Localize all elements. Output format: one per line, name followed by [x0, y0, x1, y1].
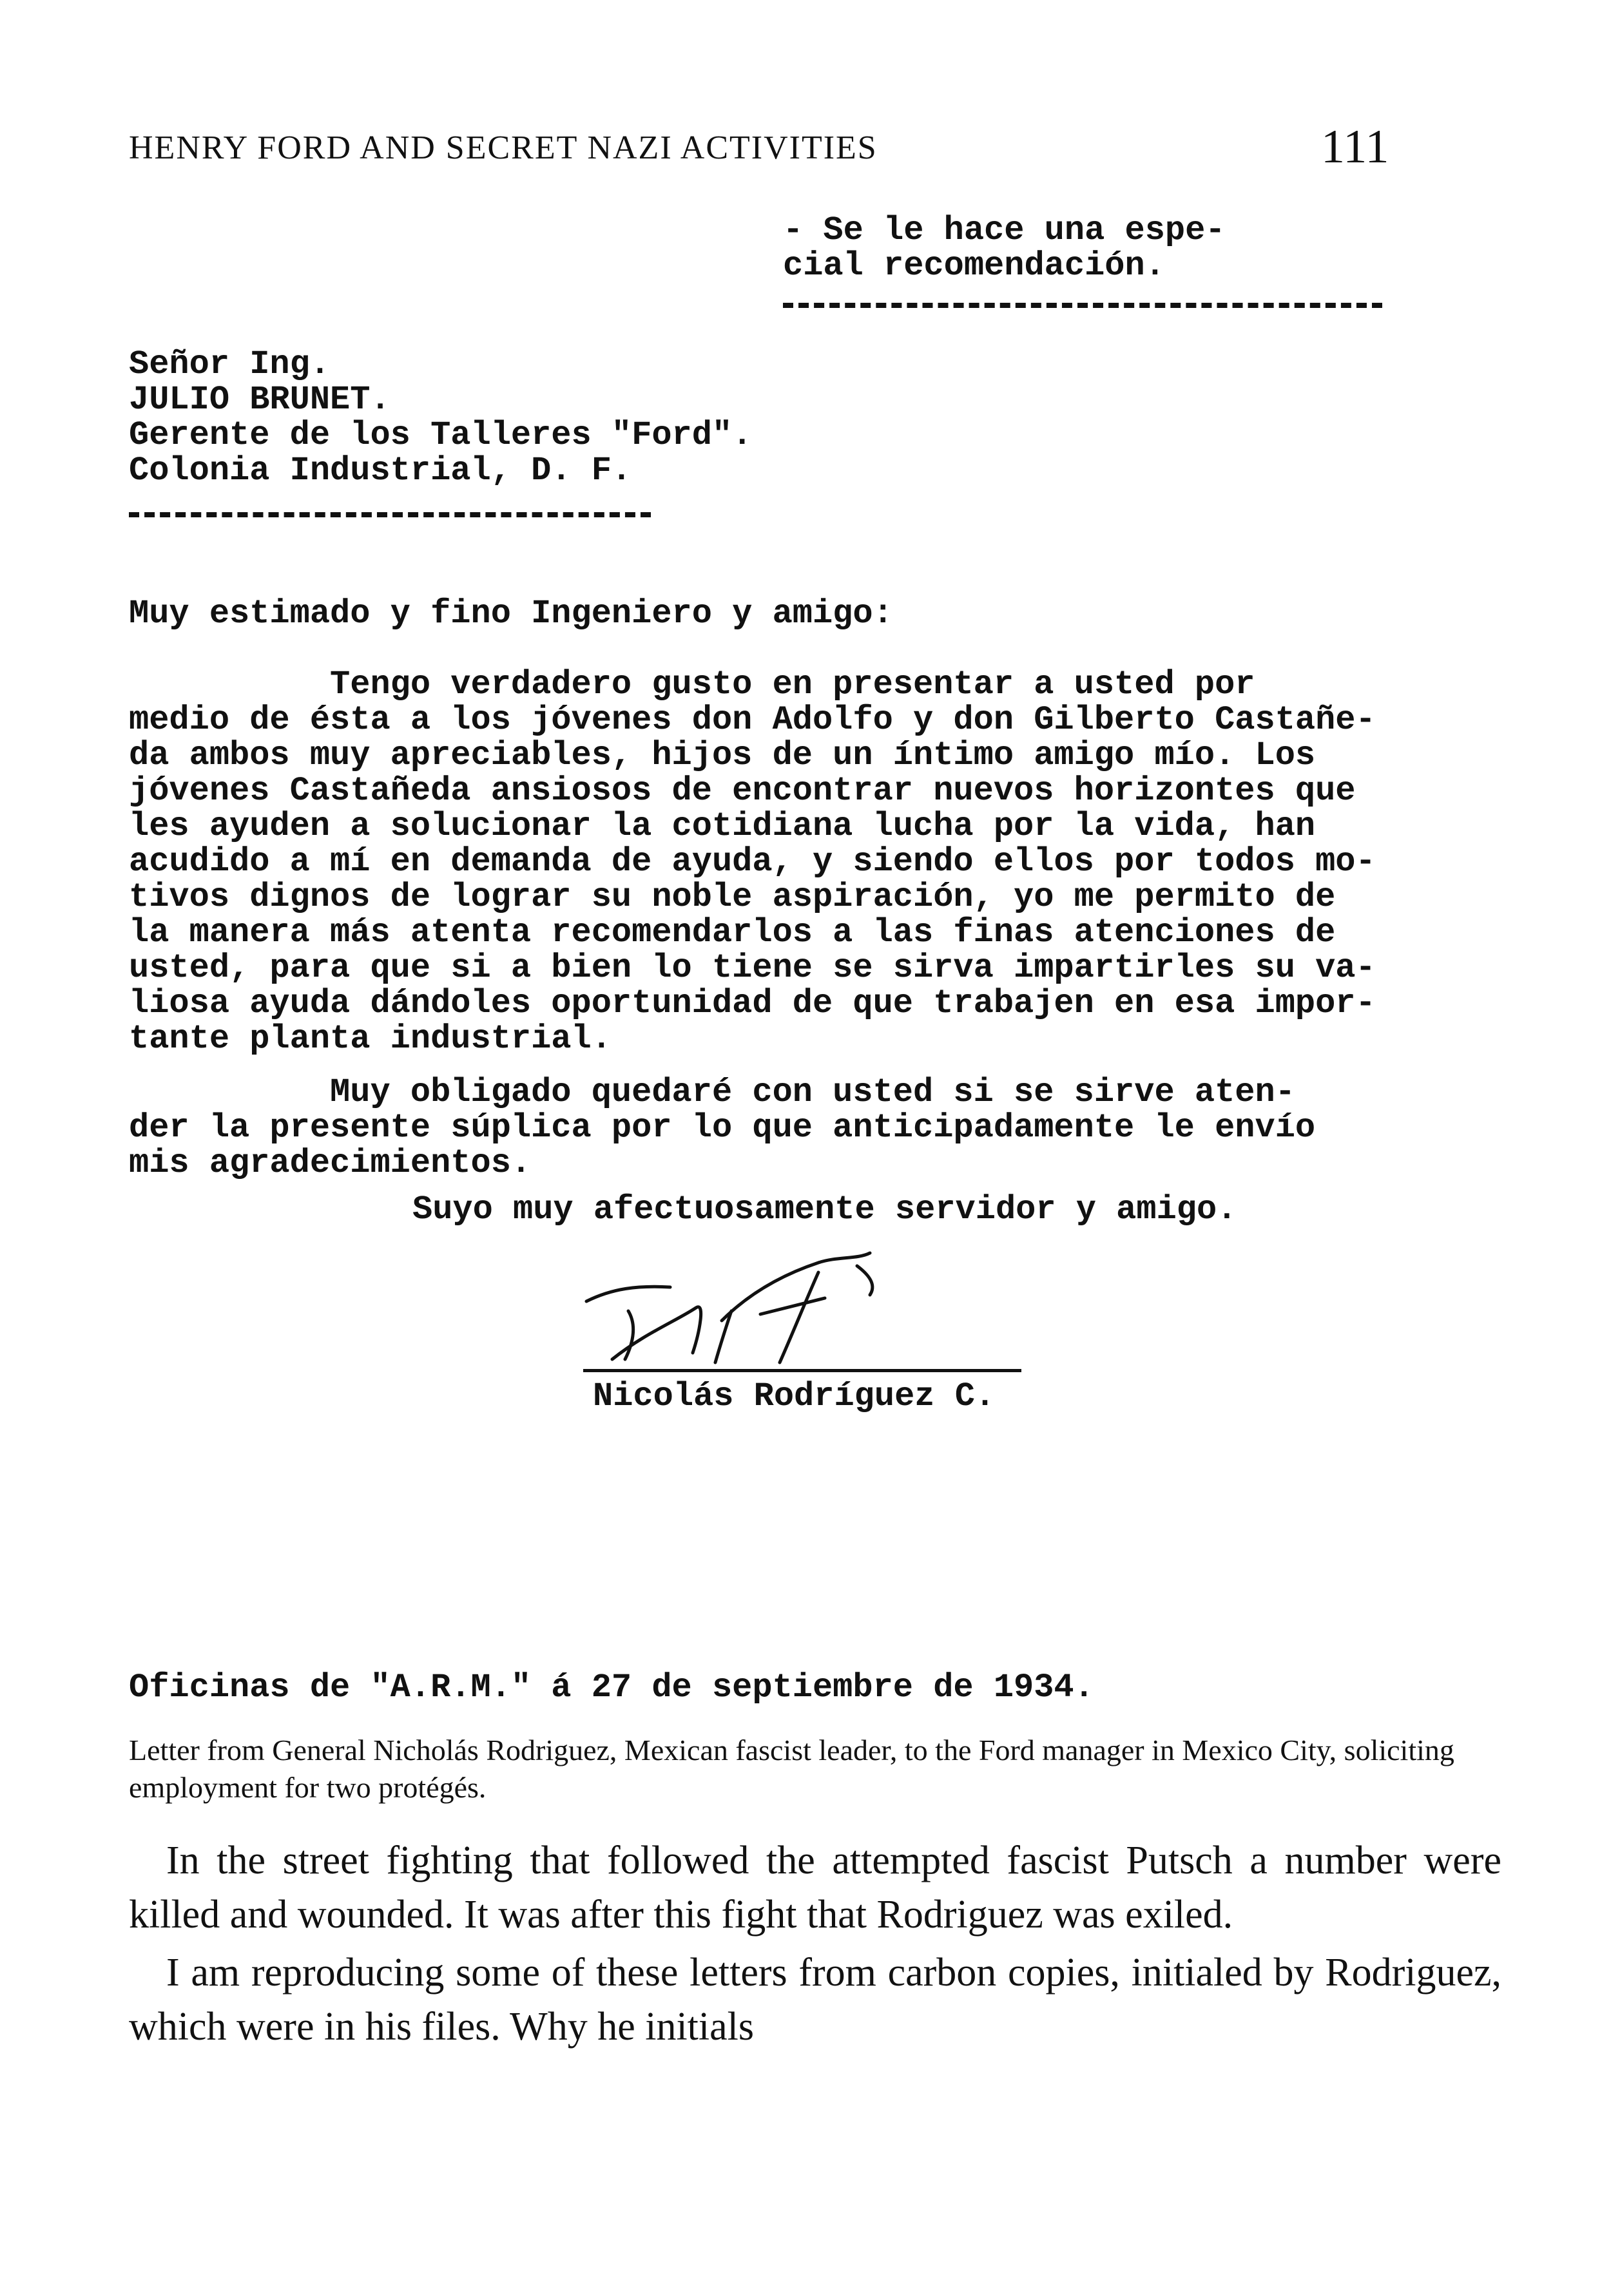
letter-line: liosa ayuda dándoles oportunidad de que trabajen en esa impor-	[129, 984, 1376, 1022]
letter-line: la manera más atenta recomendarlos a las finas atenciones de	[129, 914, 1336, 952]
letter-line: medio de ésta a los jóvenes don Adolfo y don Gilberto Castañe-	[129, 701, 1376, 739]
letter-paragraph-1	[129, 667, 1376, 1057]
letter-line: jóvenes Castañeda ansiosos de encontrar nuevos horizontes que	[129, 772, 1356, 810]
signer-name: Nicolás Rodríguez C.	[593, 1377, 996, 1415]
letter-line: tante planta industrial.	[129, 1020, 612, 1058]
address-divider	[129, 512, 651, 517]
letter-line: acudido a mí en demanda de ayuda, y siendo ellos por todos mo-	[129, 843, 1376, 881]
letter-line: Tengo verdadero gusto en presentar a usted por	[129, 665, 1255, 703]
address-line: JULIO BRUNET.	[129, 381, 391, 419]
special-recommendation-note	[783, 213, 1226, 283]
page-number: 111	[1321, 120, 1389, 173]
body-paragraph: In the street fighting that followed the attempted fascist Putsch a number were killed and wounded. It was after this fight that Rodriguez was exiled.	[129, 1839, 1501, 1937]
letter-line: da ambos muy apreciables, hijos de un íntimo amigo mío. Los	[129, 736, 1316, 774]
address-line: Gerente de los Talleres "Ford".	[129, 416, 753, 454]
letter-line: Muy obligado quedaré con usted si se sirve aten-	[129, 1073, 1295, 1111]
letter-paragraph-2	[129, 1075, 1315, 1181]
address-block	[129, 347, 752, 488]
closing: Suyo muy afectuosamente servidor y amigo.	[412, 1191, 1237, 1229]
address-line: Señor Ing.	[129, 345, 331, 383]
handwritten-signature	[567, 1250, 928, 1372]
letter-line: tivos dignos de lograr su noble aspiración, yo me permito de	[129, 878, 1336, 916]
body-paragraph: I am reproducing some of these letters from carbon copies, initialed by Rodriguez, which were in his files. Why he initials	[129, 1951, 1501, 2049]
letter-line: usted, para que si a bien lo tiene se sirva impartirles su va-	[129, 949, 1376, 987]
special-note-line: - Se le hace una espe-	[783, 211, 1226, 249]
letter-line: mis agradecimientos.	[129, 1144, 532, 1182]
running-head: HENRY FORD AND SECRET NAZI ACTIVITIES	[129, 129, 878, 166]
address-line: Colonia Industrial, D. F.	[129, 452, 632, 490]
salutation: Muy estimado y fino Ingeniero y amigo:	[129, 595, 893, 633]
special-note-line: cial recomendación.	[783, 247, 1165, 285]
figure-caption: Letter from General Nicholás Rodriguez, Mexican fascist leader, to the Ford manager in Mexico City, soliciting employment for two protégés.	[129, 1734, 1454, 1804]
signature-line	[583, 1369, 1021, 1372]
book-body-text	[129, 1833, 1501, 2054]
letter-line: der la presente súplica por lo que anticipadamente le envío	[129, 1109, 1316, 1147]
letter-line: les ayuden a solucionar la cotidiana lucha por la vida, han	[129, 807, 1316, 845]
letter-dateline: Oficinas de "A.R.M." á 27 de septiembre de 1934.	[129, 1669, 1094, 1707]
special-note-divider	[783, 303, 1382, 308]
